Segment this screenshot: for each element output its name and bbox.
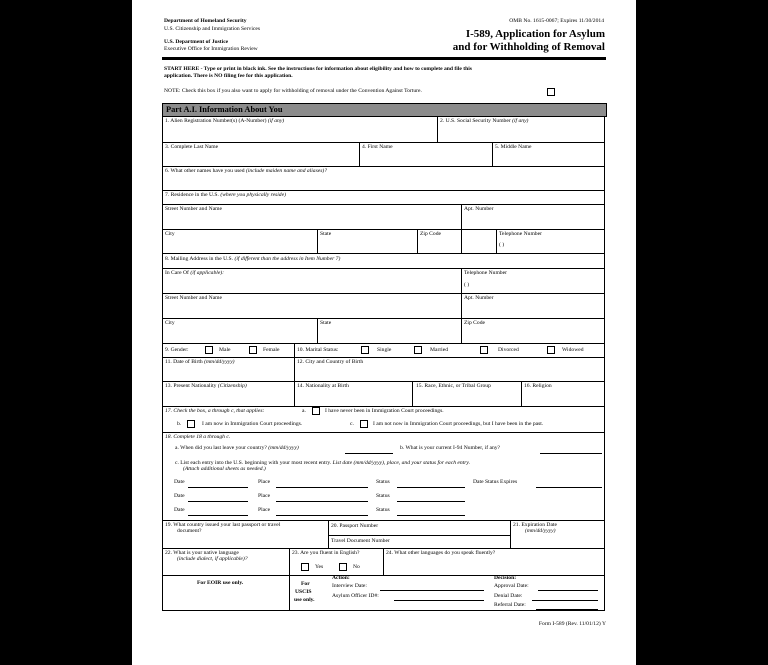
mailing-zip-label: Zip Code [464,320,485,326]
entry1-date-input[interactable] [188,487,248,488]
field-12-label: 12. City and Country of Birth [297,359,364,365]
field-18c-label: c. List each entry into the U.S. beginning with your most recent entry. List date (mm/dd/yyyy), place, and your status for each entry. [175,460,470,466]
entry1-date-label: Date [174,479,185,485]
field-20-label: 20. Passport Number [331,523,379,529]
field-17b-letter: b. [177,421,182,427]
entry1-status-input[interactable] [397,487,465,488]
field-8-label: 8. Mailing Address in the U.S. (if different than the address in Item Number 7) [165,256,341,262]
approval-date-label: Approval Date: [494,583,529,589]
field-18c-note: (Attach additional sheets as needed.) [183,466,266,472]
action-label: Action: [332,575,350,581]
field-11-label: 11. Date of Birth (mm/dd/yyyy) [165,359,235,365]
gender-label: 9. Gender: [165,347,189,353]
referral-date-label: Referral Date: [494,602,526,608]
referral-date-input[interactable] [536,609,598,610]
field-18a-label: a. When did you last leave your country? (mm/dd/yyyy) [175,445,299,451]
dob-input[interactable] [165,368,292,380]
mailing-city-label: City [165,320,175,326]
mailing-zip-input[interactable] [464,329,603,342]
field-5-label: 5. Middle Name [495,144,532,150]
leave-date-input[interactable] [345,453,393,454]
mailing-phone-parens: ( ) [464,282,470,288]
field-2-label: 2. U.S. Social Security Number (if any) [440,118,529,124]
residence-phone-input[interactable] [499,240,603,252]
entry3-date-input[interactable] [188,515,248,516]
field-22-hint: (include dialect, if applicable)? [177,556,248,562]
court-never-checkbox[interactable] [312,407,320,415]
expiration-date-input[interactable] [513,536,603,547]
last-name-input[interactable] [165,153,357,165]
native-language-input[interactable] [165,564,287,574]
asylum-officer-label: Asylum Officer ID#: [332,593,379,599]
marital-married-label: Married [430,347,449,353]
gender-male-label: Male [219,347,231,353]
first-name-input[interactable] [362,153,490,165]
marital-divorced-checkbox[interactable] [480,346,488,354]
interview-date-input[interactable] [380,590,484,591]
entry2-date-label: Date [174,493,185,499]
entry2-status-label: Status [376,493,390,499]
entry3-place-input[interactable] [276,515,368,516]
part-title: Part A.I. Information About You [166,105,283,114]
asylum-officer-input[interactable] [394,600,484,601]
court-now-checkbox[interactable] [187,420,195,428]
field-17c-letter: c. [350,421,354,427]
agency-uscis: U.S. Citizenship and Immigration Services [164,26,261,32]
mailing-apt-input[interactable] [464,304,603,317]
marital-widowed-checkbox[interactable] [547,346,555,354]
field-19-label-2: document? [177,528,202,534]
field-16-label: 16. Religion [524,383,552,389]
header-rule [162,57,606,60]
denial-date-input[interactable] [532,600,598,601]
field-22-label: 22. What is your native language [165,550,239,556]
approval-date-input[interactable] [538,590,598,591]
entry2-status-input[interactable] [397,501,465,502]
marital-status-label: 10. Marital Status: [297,347,339,353]
travel-doc-label: Travel Document Number [331,538,390,544]
mailing-state-input[interactable] [320,329,459,342]
marital-married-checkbox[interactable] [414,346,422,354]
form-revision: Form I-589 (Rev. 11/01/12) Y [538,621,606,627]
residence-street-input[interactable] [165,215,459,228]
marital-divorced-label: Divorced [498,347,519,353]
residence-state-input[interactable] [320,240,415,252]
field-1-label: 1. Alien Registration Number(s) (A-Number) (if any) [165,118,285,124]
mailing-apt-label: Apt. Number [464,295,494,301]
entry3-date-label: Date [174,507,185,513]
residence-apt-input[interactable] [464,215,603,228]
eoir-use-label: For EOIR use only. [197,580,244,586]
mailing-street-label: Street Number and Name [165,295,223,301]
field-13-label: 13. Present Nationality (Citizenship) [165,383,247,389]
start-here-line1: START HERE - Type or print in black ink. See the instructions for information about eligibility and how to complete and file this [164,66,472,72]
field-14-label: 14. Nationality at Birth [297,383,349,389]
field-17b-label: I am now in Immigration Court proceedings. [202,421,303,427]
ssn-input[interactable] [440,127,602,141]
entry2-date-input[interactable] [188,501,248,502]
nationality-birth-input[interactable] [297,392,410,405]
part-header [162,103,607,117]
entry2-place-input[interactable] [276,501,368,502]
mailing-street-input[interactable] [165,304,459,317]
cat-checkbox[interactable] [547,88,555,96]
birth-place-input[interactable] [297,368,603,380]
gender-male-checkbox[interactable] [205,346,213,354]
entry2-place-label: Place [258,493,271,499]
english-no-label: No [353,564,360,570]
field-18-label: 18. Complete 18 a through c. [165,434,231,440]
religion-input[interactable] [524,392,603,405]
note-text: NOTE: Check this box if you also want to apply for withholding of removal under the Convention Against Torture. [164,88,422,94]
marital-widowed-label: Widowed [562,347,584,353]
form-title-line1: I-589, Application for Asylum [465,28,605,40]
other-names-input[interactable] [165,177,603,189]
entry3-place-label: Place [258,507,271,513]
mailing-city-input[interactable] [165,329,315,342]
uscis-for-label: For [301,581,310,587]
field-17a-label: I have never been in Immigration Court proceedings. [325,408,444,414]
residence-zip-input[interactable] [420,240,494,252]
field-7-label: 7. Residence in the U.S. (where you physically reside) [165,192,286,198]
in-care-of-input[interactable] [165,279,459,292]
field-21-label: 21. Expiration Date [513,522,557,528]
english-no-checkbox[interactable] [339,563,347,571]
mailing-phone-input[interactable] [464,279,603,292]
entry1-place-label: Place [258,479,271,485]
mailing-state-label: State [320,320,332,326]
decision-label: Decision: [494,575,517,581]
passport-country-input[interactable] [165,536,326,547]
omb-number: OMB No. 1615-0067; Expires 11/30/2014 [509,18,604,24]
form-page [132,0,636,665]
other-languages-input[interactable] [386,559,603,574]
denial-date-label: Denial Date: [494,593,523,599]
mailing-phone-label: Telephone Number [464,270,507,276]
field-3-label: 3. Complete Last Name [165,144,219,150]
field-19-label: 19. What country issued your last passport or travel [165,522,281,528]
english-yes-label: Yes [315,564,324,570]
entry1-status-label: Status [376,479,390,485]
field-24-label: 24. What other languages do you speak fluently? [386,550,496,556]
start-here-line2: application. There is NO filing fee for this application. [164,73,293,79]
entry1-expires-input[interactable] [536,487,602,488]
field-18b-label: b. What is your current I-94 Number, if any? [400,445,501,451]
entry3-status-input[interactable] [397,515,465,516]
uscis-label: USCIS [295,589,312,595]
interview-date-label: Interview Date: [332,583,367,589]
middle-name-input[interactable] [495,153,603,165]
field-4-label: 4. First Name [362,144,393,150]
gender-female-label: Female [263,347,280,353]
field-15-label: 15. Race, Ethnic, or Tribal Group [416,383,491,389]
agency-doj: U.S. Department of Justice [164,39,229,45]
a-number-input[interactable] [165,127,435,141]
nationality-input[interactable] [165,392,292,405]
english-yes-checkbox[interactable] [301,563,309,571]
i94-input[interactable] [540,453,602,454]
residence-apt-label: Apt. Number [464,206,494,212]
field-23-label: 23. Are you fluent in English? [292,550,360,556]
field-6-label: 6. What other names have you used (include maiden name and aliases)? [165,168,328,174]
court-past-checkbox[interactable] [360,420,368,428]
field-17a-letter: a. [302,408,306,414]
form-title-line2: and for Withholding of Removal [452,41,605,53]
residence-city-input[interactable] [165,240,315,252]
entry1-place-input[interactable] [276,487,368,488]
race-input[interactable] [416,392,519,405]
agency-dhs: Department of Homeland Security [164,18,247,24]
agency-eoir: Executive Office for Immigration Review [164,46,258,52]
residence-city-label: City [165,231,175,237]
field-21-hint: (mm/dd/yyyy) [525,528,556,534]
entry1-expires-label: Date Status Expires [473,479,518,485]
field-17c-label: I am not now in Immigration Court proceedings, but I have been in the past. [373,421,544,427]
residence-state-label: State [320,231,332,237]
residence-phone-parens: ( ) [499,242,505,248]
field-17-label: 17. Check the box, a through c, that applies: [165,408,265,414]
entry3-status-label: Status [376,507,390,513]
residence-street-label: Street Number and Name [165,206,223,212]
uscis-use-only-label: use only. [294,597,315,603]
marital-single-checkbox[interactable] [361,346,369,354]
gender-female-checkbox[interactable] [249,346,257,354]
residence-phone-label: Telephone Number [499,231,542,237]
marital-single-label: Single [377,347,392,353]
in-care-of-label: In Care Of (if applicable): [165,270,225,276]
residence-zip-label: Zip Code [420,231,441,237]
